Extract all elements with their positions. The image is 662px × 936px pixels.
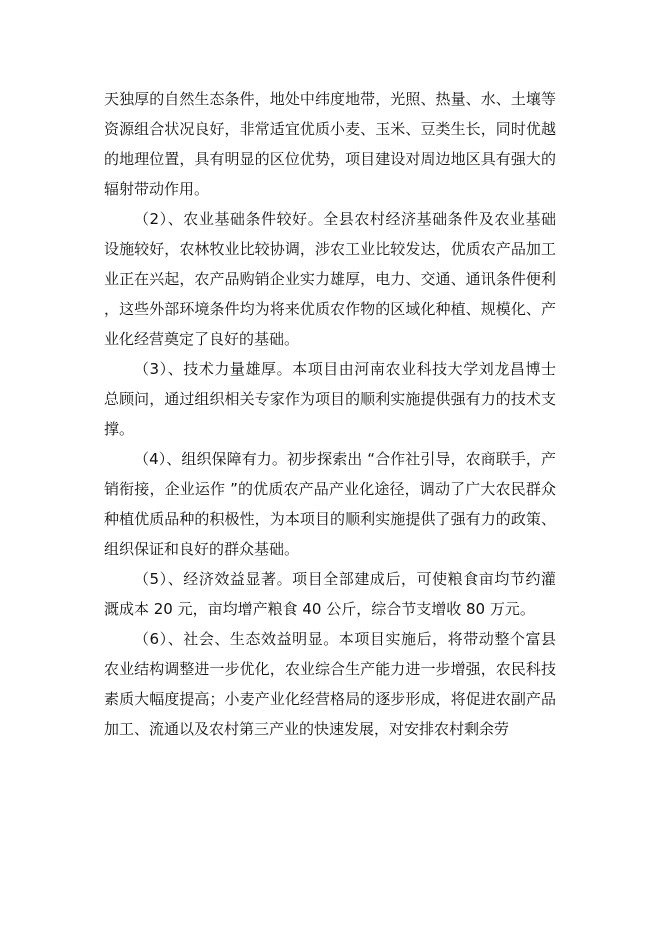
paragraph-agri-foundation: （2）、农业基础条件较好。全县农村经济基础条件及农业基础设施较好，农林牧业比较协调，涉农工业比较发达，优质农产品加工业正在兴起，农产品购销企业实力雄厚，电力、交通、通讯条件便利，这些外部环境条件均为将来优质农作物的区域化种植、规模化、产业化经营奠定了良好的基础。 xyxy=(104,210,556,348)
paragraph-continuation: 天独厚的自然生态条件，地处中纬度地带，光照、热量、水、土壤等资源组合状况良好，非常适宜优质小麦、玉米、豆类生长，同时优越的地理位置，具有明显的区位优势，项目建设对周边地区具有强大的辐射带动作用。 xyxy=(104,90,556,198)
paragraph-technical-strength: （3）、技术力量雄厚。本项目由河南农业科技大学刘龙昌博士总顾问，通过组织相关专家作为项目的顺利实施提供强有力的技术支撑。 xyxy=(104,360,556,438)
paragraph-social-benefit: （6）、社会、生态效益明显。本项目实施后，将带动整个富县农业结构调整进一步优化，农业综合生产能力进一步增强，农民科技素质大幅度提高；小麦产业化经营格局的逐步形成，将促进农副产品加工、流通以及农村第三产业的快速发展，对安排农村剩余劳 xyxy=(104,630,556,738)
paragraph-organization: （4）、组织保障有力。初步探索出 “合作社引导，农商联手，产销衔接，企业运作 ”的优质农产品产业化途径，调动了广大农民群众种植优质品种的积极性，为本项目的顺利实施提供了强有力的政策、组织保证和良好的群众基础。 xyxy=(104,450,556,558)
paragraph-economic-benefit: （5）、经济效益显著。项目全部建成后，可使粮食亩均节约灌溉成本 20 元，亩均增产粮食 40 公斤，综合节支增收 80 万元。 xyxy=(104,570,556,618)
body-text xyxy=(104,84,556,744)
